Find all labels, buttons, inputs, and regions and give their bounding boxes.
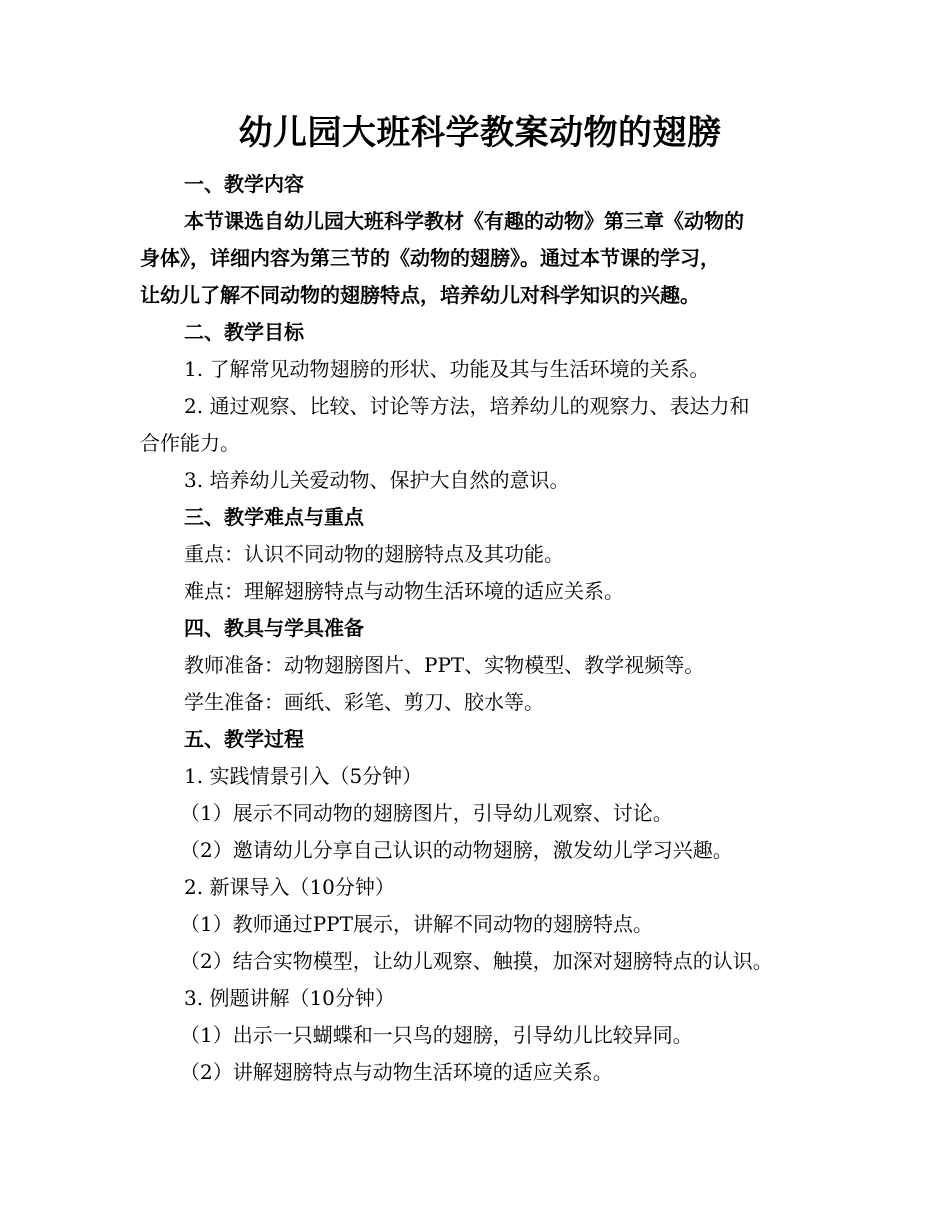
list-item: （2）讲解翅膀特点与动物生活环境的适应关系。 (180, 1060, 613, 1084)
paragraph-line: 本节课选自幼儿园大班科学教材《有趣的动物》第三章《动物的 (184, 209, 744, 233)
list-item: 教师准备：动物翅膀图片、PPT、实物模型、教学视频等。 (184, 653, 705, 677)
list-item: 2. 新课导入（10分钟） (184, 875, 395, 899)
list-item: （1）展示不同动物的翅膀图片，引导幼儿观察、讨论。 (180, 801, 673, 825)
section-heading: 二、教学目标 (184, 320, 304, 344)
paragraph-line: 让幼儿了解不同动物的翅膀特点，培养幼儿对科学知识的兴趣。 (140, 283, 700, 307)
section-heading: 三、教学难点与重点 (184, 505, 364, 529)
list-item: 重点：认识不同动物的翅膀特点及其功能。 (184, 542, 564, 566)
section-teaching-content (140, 166, 820, 314)
list-item: 3. 例题讲解（10分钟） (184, 986, 395, 1010)
section-heading: 一、教学内容 (184, 172, 304, 196)
list-item: 3. 培养幼儿关爱动物、保护大自然的意识。 (184, 468, 570, 492)
section-heading: 五、教学过程 (184, 727, 304, 751)
section-teaching-aids (140, 610, 820, 721)
list-item: 学生准备：画纸、彩笔、剪刀、胶水等。 (184, 690, 544, 714)
list-item: 1. 实践情景引入（5分钟） (184, 764, 423, 788)
document-title: 幼儿园大班科学教案动物的翅膀 (238, 113, 722, 153)
section-teaching-process (140, 721, 820, 1091)
list-item-continuation: 合作能力。 (140, 431, 240, 455)
section-teaching-goals (140, 314, 820, 499)
list-item: 2. 通过观察、比较、讨论等方法，培养幼儿的观察力、表达力和 (184, 394, 750, 418)
list-item: （2）结合实物模型，让幼儿观察、触摸，加深对翅膀特点的认识。 (180, 949, 773, 973)
list-item: （1）教师通过PPT展示，讲解不同动物的翅膀特点。 (180, 912, 653, 936)
list-item: （2）邀请幼儿分享自己认识的动物翅膀，激发幼儿学习兴趣。 (180, 838, 733, 862)
paragraph-line: 身体》，详细内容为第三节的《动物的翅膀》。通过本节课的学习， (140, 246, 720, 270)
section-key-difficult-points (140, 499, 820, 610)
section-heading: 四、教具与学具准备 (184, 616, 364, 640)
list-item: 难点：理解翅膀特点与动物生活环境的适应关系。 (184, 579, 624, 603)
list-item: 1. 了解常见动物翅膀的形状、功能及其与生活环境的关系。 (184, 357, 710, 381)
list-item: （1）出示一只蝴蝶和一只鸟的翅膀，引导幼儿比较异同。 (180, 1023, 693, 1047)
